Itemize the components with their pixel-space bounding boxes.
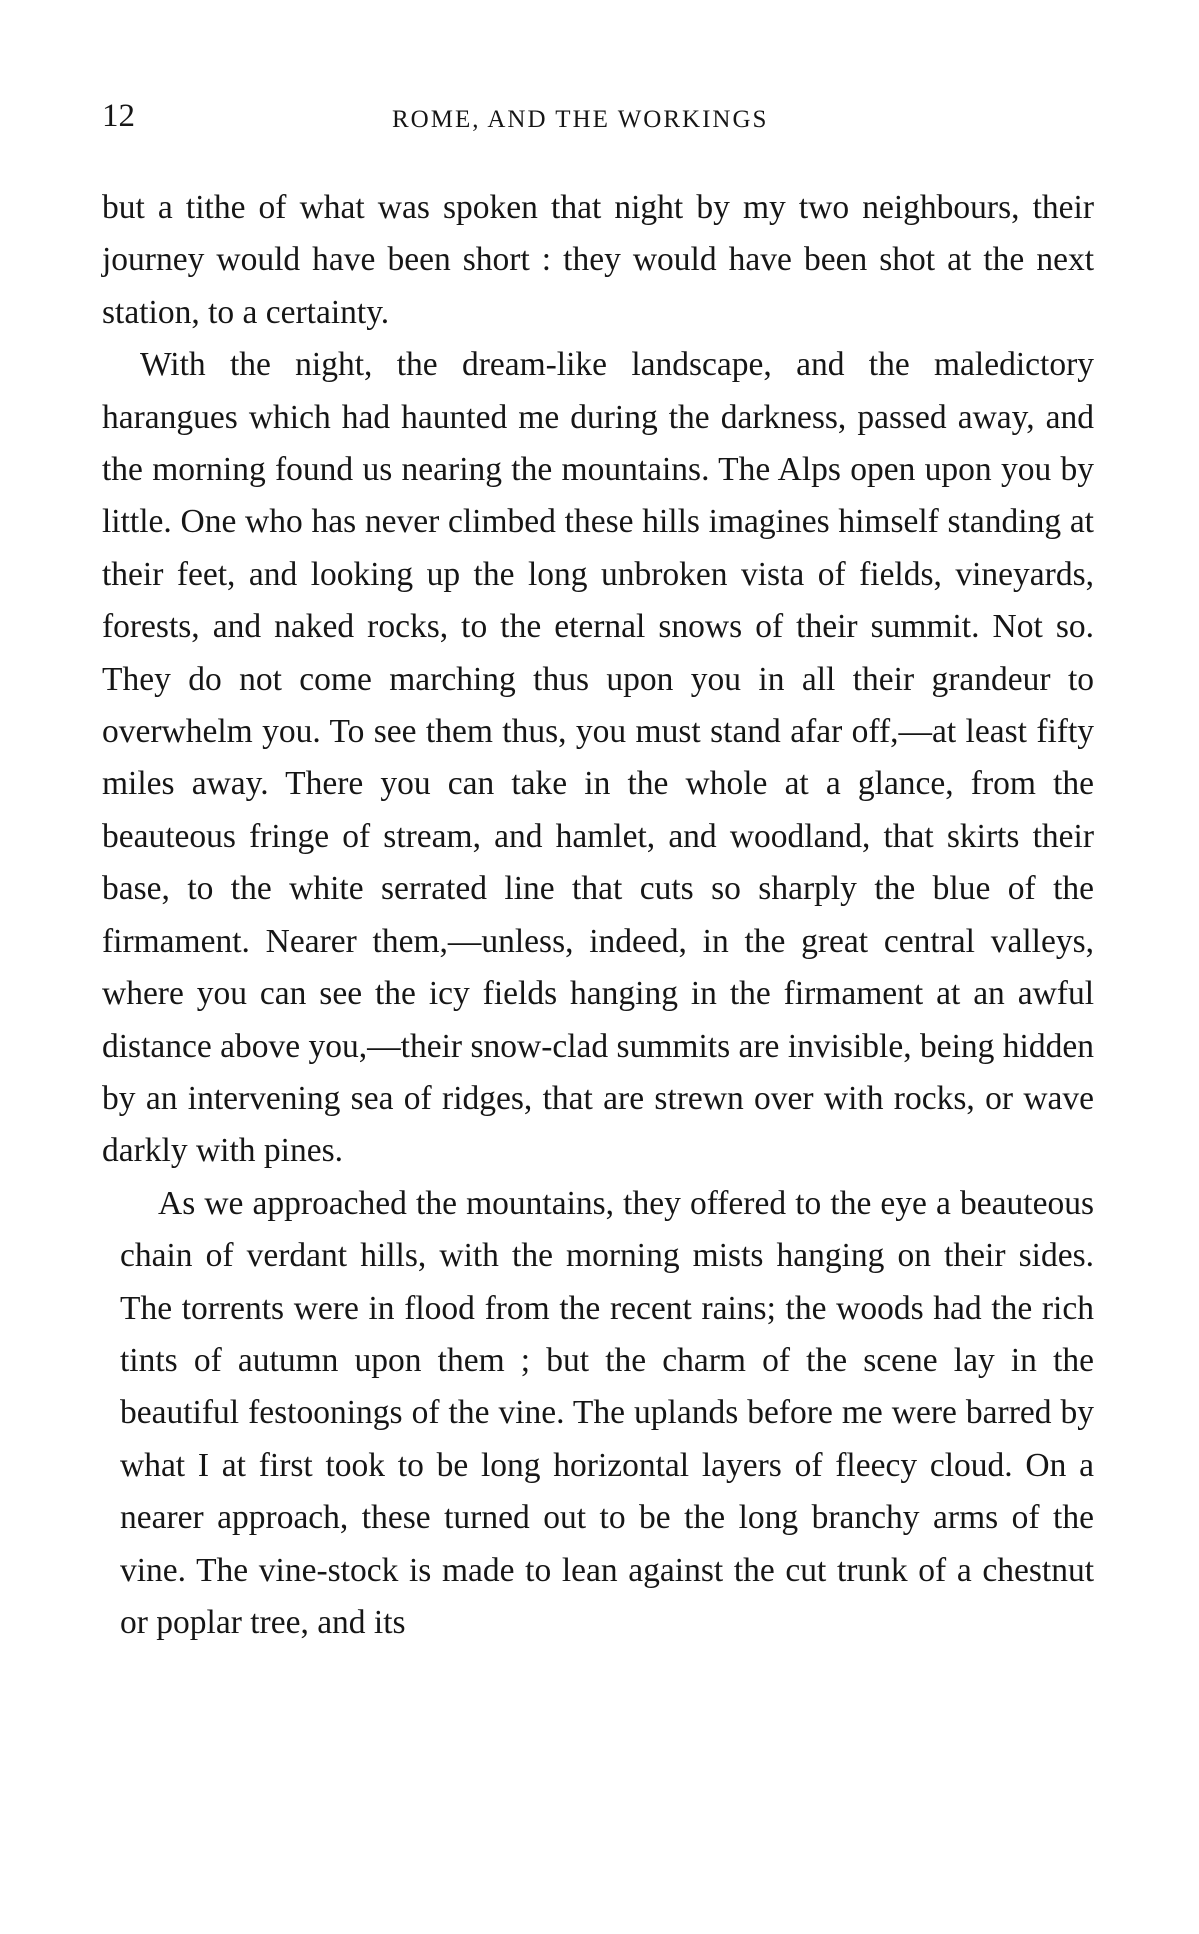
body-text: [102, 182, 1094, 1649]
page-number: 12: [102, 98, 135, 134]
page-header: [102, 98, 1102, 138]
paragraph-vine: As we approached the mountains, they offered to the eye a beauteous chain of verdant hills, with the morning mists hanging on their sides. The torrents were in flood from the recent rains; the woods had the rich tints of autumn upon them ; but the charm of the scene lay in the beautiful festoonings of the vine. The uplands before me were barred by what I at first took to be long horizontal layers of fleecy cloud. On a nearer approach, these turned out to be the long branchy arms of the vine. The vine-stock is made to lean against the cut trunk of a chestnut or poplar tree, and its: [120, 1184, 1094, 1641]
running-title: ROME, AND THE WORKINGS: [392, 106, 769, 133]
paragraph-alps: With the night, the dream-like landscape, and the maledictory harangues which had haunted me during the darkness, passed away, and the morning found us nearing the mountains. The Alps open upon you by little. One who has never climbed these hills imagines himself standing at their feet, and looking up the long unbroken vista of fields, vineyards, forests, and naked rocks, to the eternal snows of their summit. Not so. They do not come marching thus upon you in all their grandeur to overwhelm you. To see them thus, you must stand afar off,—at least fifty miles away. There you can take in the whole at a glance, from the beauteous fringe of stream, and hamlet, and woodland, that skirts their base, to the white serrated line that cuts so sharply the blue of the firmament. Nearer them,—unless, indeed, in the great central valleys, where you can see the icy fields hanging in the firmament at an awful distance above you,—their snow-clad summits are invisible, being hidden by an intervening sea of ridges, that are strewn over with rocks, or wave darkly with pines.: [102, 346, 1094, 1170]
paragraph-continuation: but a tithe of what was spoken that night by my two neighbours, their journey would have been short : they would have been shot at the next station, to a certainty.: [102, 189, 1094, 331]
